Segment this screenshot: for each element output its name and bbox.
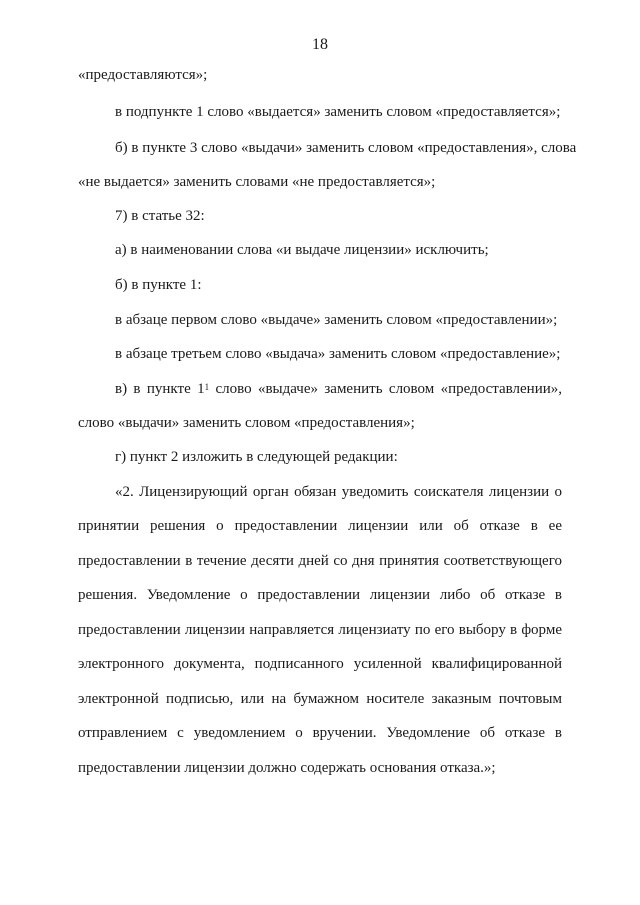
text-line	[115, 380, 562, 398]
text-line: б) в пункте 1:	[115, 277, 202, 293]
text-line: в абзаце третьем слово «выдача» заменить словом «предоставление»;	[115, 346, 561, 362]
text-fragment: слово «выдаче» заменить словом «предоставлении»,	[209, 381, 562, 397]
text-line: б) в пункте 3 слово «выдачи» заменить словом «предоставления», слова	[115, 140, 577, 156]
text-line: решения. Уведомление о предоставлении лицензии либо об отказе в	[78, 587, 562, 603]
text-line: предоставлении в течение десяти дней со дня принятия соответствующего	[78, 553, 562, 569]
text-line: а) в наименовании слова «и выдаче лицензии» исключить;	[115, 242, 489, 258]
text-line: принятии решения о предоставлении лицензии или об отказе в ее	[78, 518, 562, 534]
superscript: 1	[204, 382, 210, 392]
text-line: в подпункте 1 слово «выдается» заменить словом «предоставляется»;	[115, 104, 561, 120]
text-line: предоставлении лицензии направляется лицензиату по его выбору в форме	[78, 622, 562, 638]
text-line: в абзаце первом слово «выдаче» заменить словом «предоставлении»;	[115, 312, 558, 328]
text-fragment: в) в пункте 1	[115, 381, 205, 397]
text-line: отправлением с уведомлением о вручении. Уведомление об отказе в	[78, 725, 562, 741]
text-line: слово «выдачи» заменить словом «предоставления»;	[78, 415, 415, 431]
text-line: электронной подписью, или на бумажном носителе заказным почтовым	[78, 691, 562, 707]
text-line: предоставлении лицензии должно содержать основания отказа.»;	[78, 760, 496, 776]
text-line: «2. Лицензирующий орган обязан уведомить соискателя лицензии о	[115, 484, 562, 500]
text-line: 7) в статье 32:	[115, 208, 205, 224]
text-line: «предоставляются»;	[78, 67, 208, 83]
page-number: 18	[312, 36, 328, 53]
text-line: «не выдается» заменить словами «не предоставляется»;	[78, 174, 436, 190]
text-line: электронного документа, подписанного усиленной квалифицированной	[78, 656, 562, 672]
text-line: г) пункт 2 изложить в следующей редакции:	[115, 449, 398, 465]
